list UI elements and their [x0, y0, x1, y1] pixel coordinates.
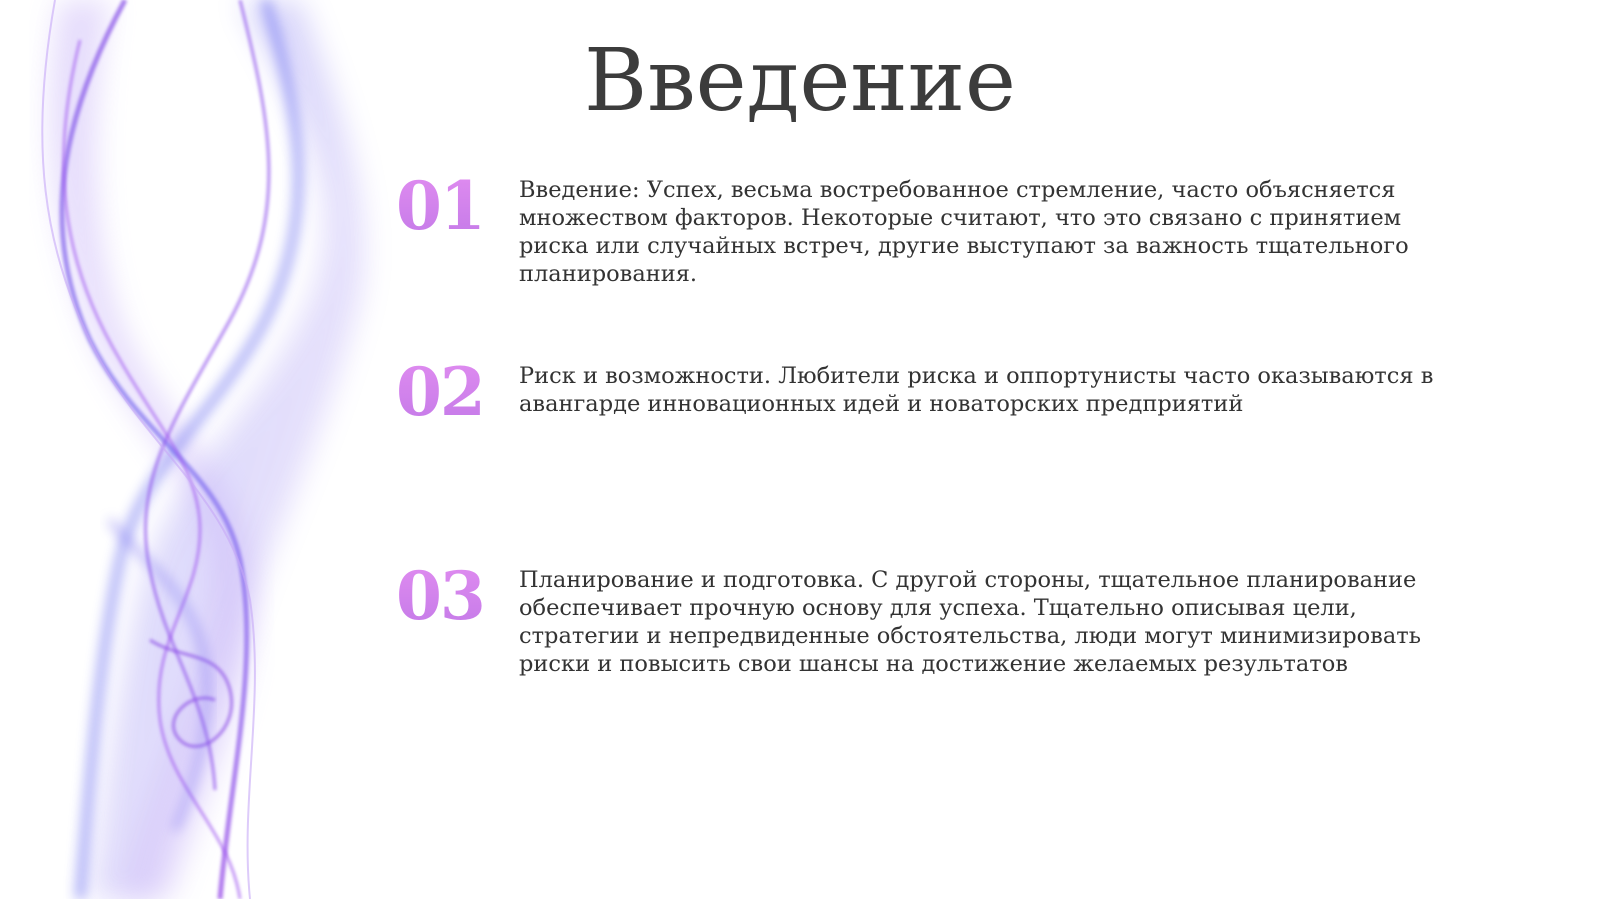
- item-text: Риск и возможности. Любители риска и оппортунисты часто оказываются в авангарде инновационных идей и новаторских предприятий: [519, 363, 1434, 417]
- item-text: Введение: Успех, весьма востребованное стремление, часто объясняется множеством факторов. Некоторые считают, что это связано с принятием риска или случайных встреч, другие выступают за важность тщательного планирования.: [519, 177, 1409, 287]
- slide-title: Введение: [584, 31, 1016, 131]
- item-text: Планирование и подготовка. С другой стороны, тщательное планирование обеспечивает прочную основу для успеха. Тщательно описывая цели, стратегии и непредвиденные обстоятельства, люди могут минимизировать риски и повысить свои шансы на достижение желаемых результатов: [519, 567, 1421, 677]
- item-number: 02: [396, 353, 484, 431]
- item-number: 01: [396, 167, 484, 245]
- item-number: 03: [396, 557, 484, 635]
